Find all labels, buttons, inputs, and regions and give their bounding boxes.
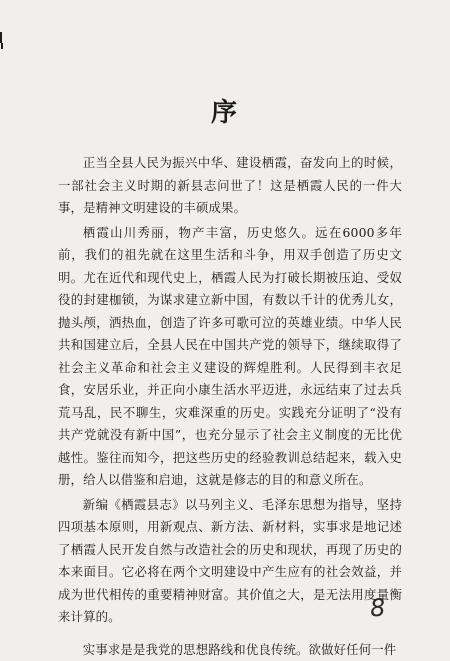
binding-mark <box>0 32 2 43</box>
preface-body <box>58 152 402 661</box>
paragraph: 实事求是是我党的思想路线和优良传统。欲做好任何一件 <box>58 639 402 661</box>
paragraph: 新编《栖霞县志》以马列主义、毛泽东思想为指导，坚持四项基本原则，用新观点、新方法、新材料，实事求是地记述了栖霞人民开发自然与改造社会的历史和现状，再现了历史的本来面目。它必将在两个文明建设中产生应有的社会效益，并成为世代相传的重要精神财富。其价值之大，是无法用度量衡来计算的。 <box>58 494 402 629</box>
page-number: 8 <box>369 594 386 623</box>
paragraph: 栖霞山川秀丽，物产丰富，历史悠久。远在6000多年前，我们的祖先就在这里生活和斗争，用双手创造了历史文明。尤在近代和现代史上，栖霞人民为打破长期被压迫、受奴役的封建枷锁，为谋求建立新中国，有数以千计的优秀儿女，抛头颅，洒热血，创造了许多可歌可泣的英雄业绩。中华人民共和国建立后，全县人民在中国共产党的领导下，继续取得了社会主义革命和社会主义建设的辉煌胜利。人民得到丰衣足食，安居乐业，并正向小康生活水平迈进，永远结束了过去兵荒马乱，民不聊生，灾难深重的历史。实践充分证明了“没有共产党就没有新中国”，也充分显示了社会主义制度的无比优越性。鉴往而知今，把这些历史的经验教训总结起来，载入史册，给人以借鉴和启迪，这就是修志的目的和意义所在。 <box>58 222 402 492</box>
page-title: 序 <box>0 92 450 129</box>
binding-mark <box>1 43 3 49</box>
paragraph: 正当全县人民为振兴中华、建设栖霞，奋发向上的时候，一部社会主义时期的新县志问世了！这是栖霞人民的一件大事，是精神文明建设的丰硕成果。 <box>58 152 402 220</box>
